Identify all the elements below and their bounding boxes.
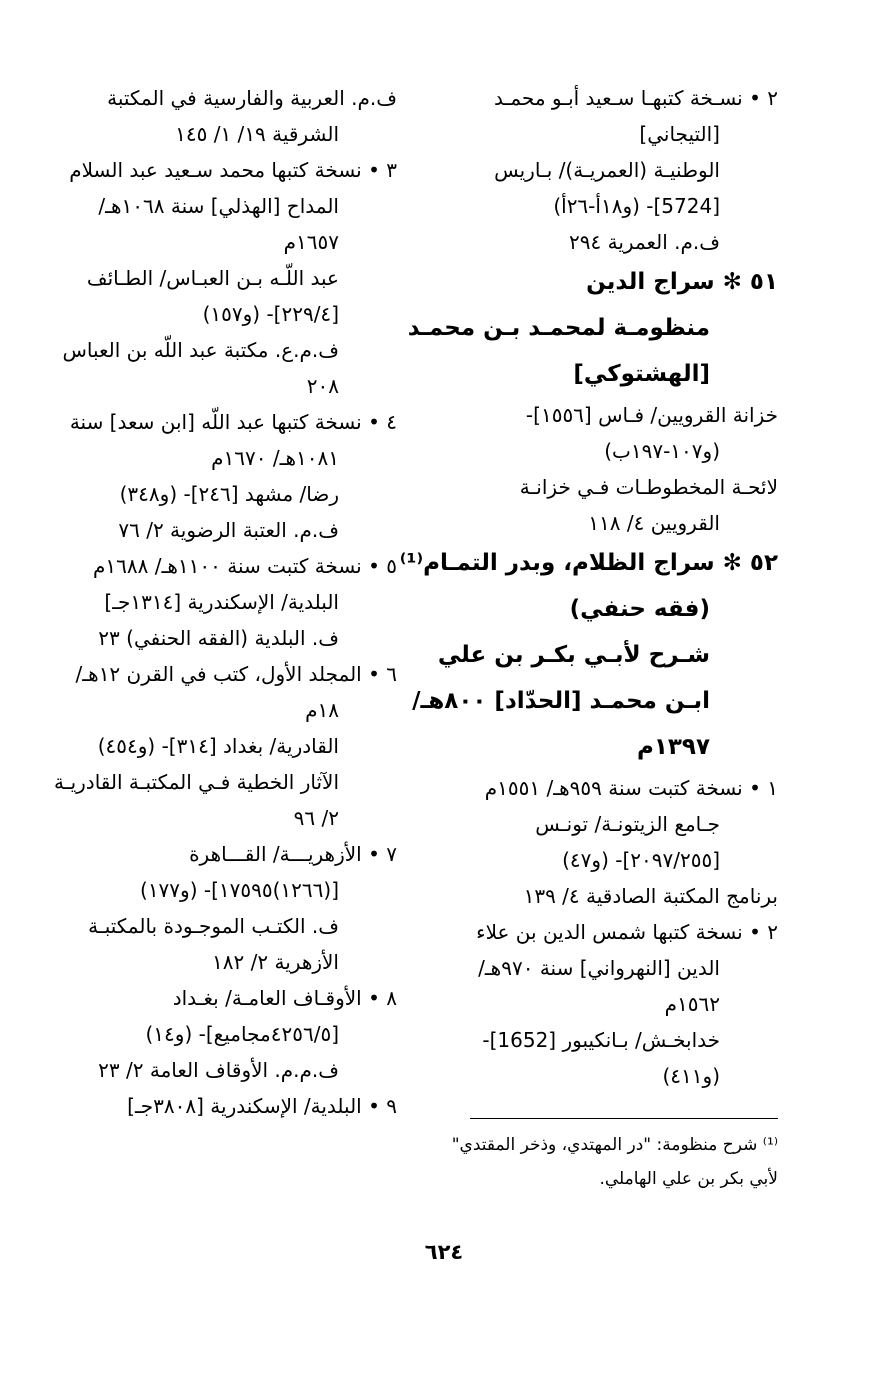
footnote xyxy=(440,1128,778,1196)
right-column-line: [الهشتوكي] xyxy=(573,361,710,387)
left-column-line: عبد اللّـه بـن العبـاس/ الطـائف xyxy=(86,266,339,290)
left-column-line: المداح [الهذلي] سنة ١٠٦٨هـ/ xyxy=(98,194,339,218)
left-column-line: ١٠٨١هـ/ ١٦٧٠م xyxy=(211,446,339,470)
right-column xyxy=(399,80,778,1094)
right-column-line: ٢ • نسخة كتبها شمس الدين بن علاء xyxy=(476,920,778,944)
right-column-line: ابـن محمـد [الحدّاد] ٨٠٠هـ/ xyxy=(412,688,710,714)
left-column-line: ف. الكتـب الموجـودة بالمكتبـة xyxy=(88,914,339,938)
left-column-line: القادرية/ بغداد [٣١٤]- (و٤٥٤) xyxy=(97,734,339,758)
left-column-line: ٩ • البلدية/ الإسكندرية [٣٨٠٨جـ] xyxy=(127,1094,397,1118)
right-column-line: برنامج المكتبة الصادقية ٤/ ١٣٩ xyxy=(523,884,778,908)
right-column-line: ١٥٦٢م xyxy=(664,992,720,1016)
right-column-line: (و١٠٧-١٩٧ب) xyxy=(604,439,720,463)
left-column-line: الأزهرية ٢/ ١٨٢ xyxy=(212,950,339,974)
right-column-line: القرويين ٤/ ١١٨ xyxy=(588,511,720,535)
right-column-line: منظومـة لمحمـد بـن محمـد xyxy=(407,315,710,341)
right-column-line: لائحـة المخطوطـات فـي خزانـة xyxy=(519,475,778,499)
left-column-line: [٤٢٥٦/٥مجاميع]- (و١٤) xyxy=(145,1022,339,1046)
right-column-line: ١٣٩٧م xyxy=(636,734,710,760)
left-column-line: ٢٠٨ xyxy=(306,374,339,398)
left-column-line: رضا/ مشهد [٢٤٦]- (و٣٤٨) xyxy=(119,482,339,506)
left-column xyxy=(55,80,397,1124)
right-column-line: جـامع الزيتونـة/ تونـس xyxy=(535,812,720,836)
right-column-line: [التيجاني] xyxy=(639,122,720,146)
left-column-line: ف.م. العتبة الرضوية ٢/ ٧٦ xyxy=(118,518,339,542)
left-column-line: البلدية/ الإسكندرية [١٣١٤جـ] xyxy=(104,590,339,614)
left-column-line: [٢٢٩/٤]- (و١٥٧) xyxy=(202,302,339,326)
left-column-line: ف.م.ع. مكتبة عبد اللّه بن العباس xyxy=(62,338,339,362)
right-column-line: ٥٢ ✻ سراج الظلام، وبدر التمـام⁽¹⁾ xyxy=(399,550,778,576)
left-column-line: ١٨م xyxy=(305,698,339,722)
left-column-line: ٧ • الأزهريـــة/ القـــاهرة xyxy=(189,842,397,866)
left-column-line: [(١٢٦٦)١٧٥٩٥]- (و١٧٧) xyxy=(140,878,339,902)
footnote-divider xyxy=(470,1118,778,1119)
left-column-line: ف.م.م. الأوقاف العامة ٢/ ٢٣ xyxy=(98,1058,339,1082)
right-column-line: ١ • نسخة كتبت سنة ٩٥٩هـ/ ١٥٥١م xyxy=(484,776,778,800)
right-column-line: [5724]- (و١٨أ-٢٦أ) xyxy=(553,194,720,218)
left-column-line: الآثار الخطية فـي المكتبـة القادريـة xyxy=(53,770,339,794)
left-column-line: ٣ • نسخة كتبها محمد سـعيد عبد السلام xyxy=(69,158,397,182)
right-column-line: ٥١ ✻ سراج الدين xyxy=(586,269,778,295)
left-column-line: ١٦٥٧م xyxy=(283,230,339,254)
left-column-line: ٤ • نسخة كتبها عبد اللّه [ابن سعد] سنة xyxy=(69,410,397,434)
footnote-line: ⁽¹⁾ شرح منظومة: "در المهتدي، وذخر المقتدي" xyxy=(451,1135,778,1155)
right-column-line: (فقه حنفي) xyxy=(569,596,710,622)
right-column-line: ٢ • نسـخة كتبهـا سـعيد أبـو محمـد xyxy=(493,86,778,110)
page-number: ٦٢٤ xyxy=(424,1240,464,1264)
left-column-line: ٨ • الأوقـاف العامـة/ بغـداد xyxy=(172,986,397,1010)
right-column-line: خزانة القرويين/ فـاس [١٥٥٦]- xyxy=(525,403,778,427)
right-column-line: شـرح لأبـي بكـر بن علي xyxy=(437,642,710,668)
right-column-line: الوطنيـة (العمريـة)/ بـاريس xyxy=(494,158,720,182)
left-column-line: ٦ • المجلد الأول، كتب في القرن ١٢هـ/ xyxy=(75,662,397,686)
right-column-line: الدين [النهرواني] سنة ٩٧٠هـ/ xyxy=(478,956,720,980)
footnote-line: لأبي بكر بن علي الهاملي. xyxy=(599,1169,778,1189)
right-column-line: خدابخـش/ بـانكيبور [1652]- xyxy=(482,1028,720,1052)
left-column-line: ف. البلدية (الفقه الحنفي) ٢٣ xyxy=(98,626,339,650)
right-column-line: [٢٠٩٧/٢٥٥]- (و٤٧) xyxy=(562,848,720,872)
left-column-line: ٢/ ٩٦ xyxy=(293,806,339,830)
right-column-line: (و٤١١) xyxy=(662,1064,720,1088)
right-column-line: ف.م. العمرية ٢٩٤ xyxy=(569,230,720,254)
left-column-line: ٥ • نسخة كتبت سنة ١١٠٠هـ/ ١٦٨٨م xyxy=(93,554,397,578)
left-column-line: الشرقية ١٩/ ١/ ١٤٥ xyxy=(175,122,339,146)
left-column-line: ف.م. العربية والفارسية في المكتبة xyxy=(107,86,397,110)
